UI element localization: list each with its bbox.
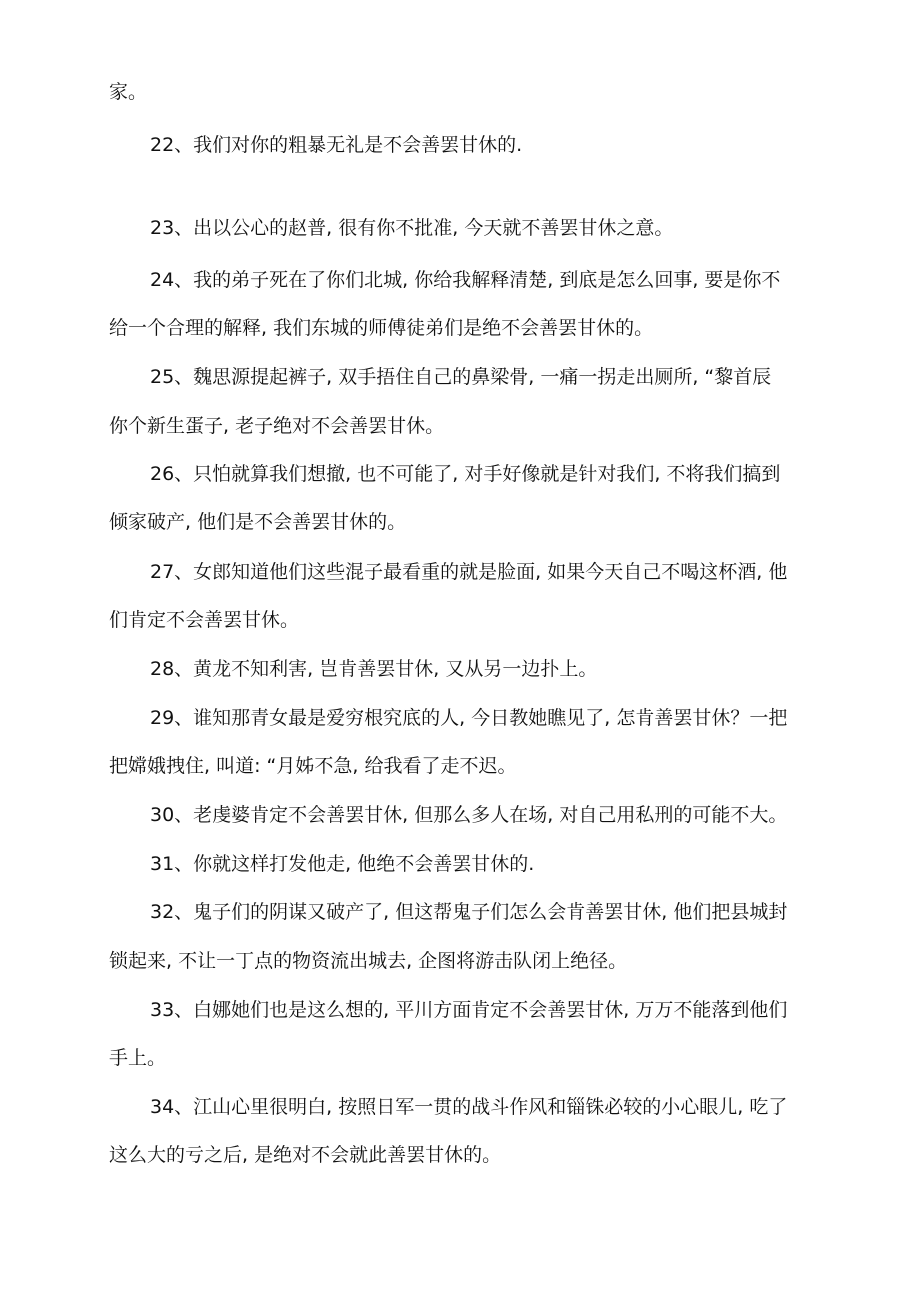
paragraph-line: 手上。 (109, 1047, 167, 1069)
paragraph-line: 家。 (109, 81, 148, 103)
paragraph-line: 31、你就这样打发他走, 他绝不会善罢甘休的. (150, 853, 535, 875)
paragraph-line: 34、江山心里很明白, 按照日军一贯的战斗作风和锱铢必较的小心眼儿, 吃了 (150, 1096, 788, 1118)
paragraph-line: 26、只怕就算我们想撤, 也不可能了, 对手好像就是针对我们, 不将我们搞到 (150, 463, 781, 485)
paragraph-line: 33、白娜她们也是这么想的, 平川方面肯定不会善罢甘休, 万万不能落到他们 (150, 999, 788, 1021)
paragraph-line: 30、老虔婆肯定不会善罢甘休, 但那么多人在场, 对自己用私刑的可能不大。 (150, 804, 788, 826)
paragraph-line: 倾家破产, 他们是不会善罢甘休的。 (109, 511, 407, 533)
paragraph-line: 这么大的亏之后, 是绝对不会就此善罢甘休的。 (109, 1144, 502, 1166)
paragraph-line: 锁起来, 不让一丁点的物资流出城去, 企图将游击队闭上绝径。 (109, 950, 628, 972)
paragraph-line: 29、谁知那青女最是爱穷根究底的人, 今日教她瞧见了, 怎肯善罢甘休？一把 (150, 707, 788, 729)
paragraph-line: 25、魏思源提起裤子, 双手捂住自己的鼻梁骨, 一痛一拐走出厕所, “黎首辰 (150, 366, 772, 388)
paragraph-line: 们肯定不会善罢甘休。 (109, 609, 300, 631)
paragraph-line: 24、我的弟子死在了你们北城, 你给我解释清楚, 到底是怎么回事, 要是你不 (150, 269, 781, 291)
paragraph-line: 28、黄龙不知利害, 岂肯善罢甘休, 又从另一边扑上。 (150, 658, 598, 680)
paragraph-line: 22、我们对你的粗暴无礼是不会善罢甘休的. (150, 134, 523, 156)
paragraph-line: 32、鬼子们的阴谋又破产了, 但这帮鬼子们怎么会肯善罢甘休, 他们把县城封 (150, 901, 788, 923)
paragraph-line: 给一个合理的解释, 我们东城的师傅徒弟们是绝不会善罢甘休的。 (109, 317, 654, 339)
paragraph-line: 你个新生蛋子, 老子绝对不会善罢甘休。 (109, 415, 445, 437)
paragraph-line: 把嫦娥拽住, 叫道: “月姊不急, 给我看了走不迟。 (109, 755, 517, 777)
paragraph-line: 23、出以公心的赵普, 很有你不批准, 今天就不善罢甘休之意。 (150, 217, 674, 239)
paragraph-line: 27、女郎知道他们这些混子最看重的就是脸面, 如果今天自己不喝这杯酒, 他 (150, 561, 788, 583)
